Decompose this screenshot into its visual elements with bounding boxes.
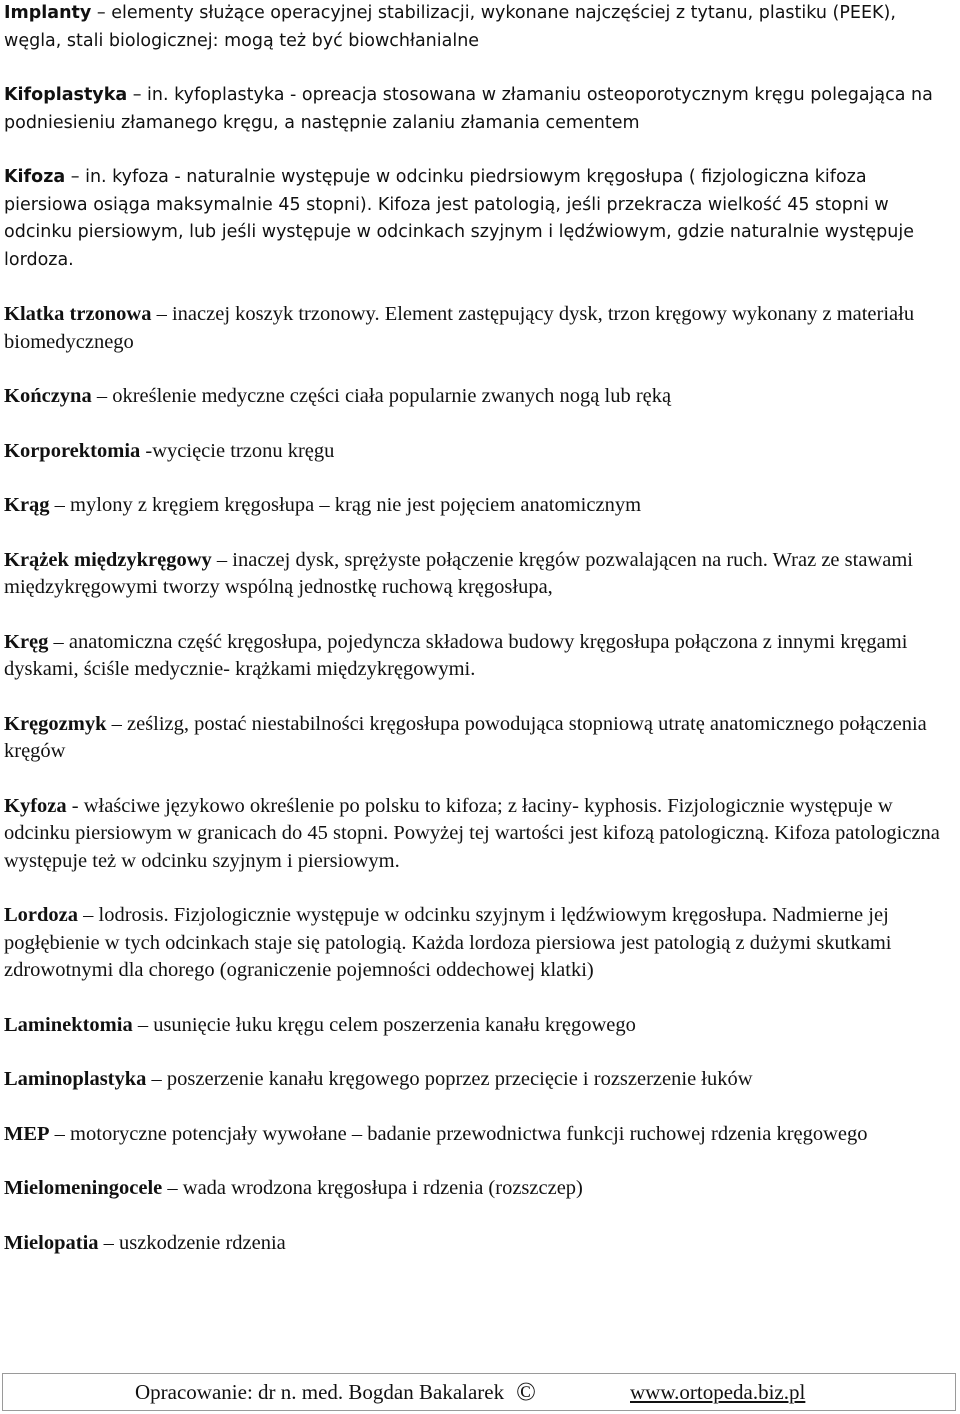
glossary-entry: [4, 629, 954, 684]
glossary-term: Kifoza: [4, 167, 66, 187]
glossary-entry: [4, 547, 954, 602]
glossary-definition: – wada wrodzona kręgosłupa i rdzenia (rozszczep): [162, 1177, 583, 1199]
glossary-definition: – mylony z kręgiem kręgosłupa – krąg nie jest pojęciem anatomicznym: [49, 494, 642, 516]
glossary-entry: [4, 1175, 954, 1203]
glossary-entry: [4, 0, 954, 55]
glossary-term: Korporektomia: [4, 439, 141, 462]
glossary-term: Kręg: [4, 630, 49, 653]
glossary-term: Krąg: [4, 494, 50, 516]
glossary-entry: [4, 82, 954, 137]
glossary-entry: [4, 902, 954, 985]
glossary-entry: [4, 301, 954, 356]
glossary-entry: [4, 711, 954, 766]
glossary-definition: – ześlizg, postać niestabilności kręgosłupa powodująca stopniową utratę anatomicznego połączenia kręgów: [4, 712, 927, 762]
copyright-symbol: ©: [516, 1377, 536, 1406]
glossary-definition: – in. kyfoza - naturalnie występuje w odcinku piedrsiowym kręgosłupa ( fizjologiczna kifoza piersiowa osiąga maksymalnie 45 stopni). Kifoza jest patologią, jeśli przekracza wielkość 45 stopni w odcinku piersiowym, lub jeśli występuje w odcinkach szyjnym i lędźwiowym, gdzie naturalnie występuje lordoza.: [4, 167, 914, 270]
glossary-term: Kończyna: [4, 385, 92, 407]
glossary-definition: – usunięcie łuku kręgu celem poszerzenia kanału kręgowego: [132, 1013, 636, 1036]
glossary-term: Laminektomia: [4, 1013, 133, 1036]
glossary-term: Lordoza: [4, 904, 79, 926]
glossary-definition: – inaczej koszyk trzonowy. Element zastępujący dysk, trzon kręgowy wykonany z materiału biomedycznego: [4, 303, 915, 353]
glossary-term: Kifoplastyka: [4, 85, 128, 105]
glossary-definition: – anatomiczna część kręgosłupa, pojedyncza składowa budowy kręgosłupa połączona z innymi kręgami dyskami, ściśle medycznie- krążkami międzykręgowymi.: [4, 630, 908, 680]
glossary-term: MEP: [4, 1122, 50, 1145]
glossary-term: Klatka trzonowa: [4, 303, 152, 325]
glossary-term: Implanty: [4, 3, 92, 23]
glossary-entry: [4, 383, 954, 411]
glossary-definition: - właściwe językowo określenie po polsku to kifoza; z łaciny- kyphosis. Fizjologicznie występuje w odcinku piersiowym w granicach do 45 stopni. Powyżej tej wartości jest kifozą patologiczną. Kifoza patologiczna występuje też w odcinku szyjnym i piersiowym.: [4, 794, 940, 872]
glossary-term: Kręgozmyk: [4, 712, 107, 735]
glossary-entry: [4, 164, 954, 274]
glossary-definition: – uszkodzenie rdzenia: [98, 1231, 286, 1254]
glossary-definition: – motoryczne potencjały wywołane – badanie przewodnictwa funkcji ruchowej rdzenia kręgowego: [49, 1122, 868, 1145]
glossary-definition: – in. kyfoplastyka - opreacja stosowana w złamaniu osteoporotycznym kręgu polegająca na podniesieniu złamanego kręgu, a następnie zalaniu złamania cementem: [4, 85, 933, 133]
glossary: [4, 0, 954, 1284]
glossary-term: Mielopatia: [4, 1231, 99, 1254]
glossary-definition: – poszerzenie kanału kręgowego poprzez przecięcie i rozszerzenie łuków: [146, 1068, 753, 1090]
page-footer: [2, 1373, 956, 1411]
author-credit: Opracowanie: dr n. med. Bogdan Bakalarek: [135, 1380, 505, 1404]
glossary-entry: [4, 1066, 954, 1094]
glossary-term: Krążek międzykręgowy: [4, 548, 212, 571]
glossary-entry: [4, 438, 954, 466]
glossary-definition: – lodrosis. Fizjologicznie występuje w odcinku szyjnym i lędźwiowym kręgosłupa. Nadmierne jej pogłębienie w tych odcinkach staje się patologią. Każda lordoza piersiowa jest patologią z dużymi skutkami zdrowotnymi dla chorego (ograniczenie pojemności oddechowej klatki): [4, 904, 892, 981]
glossary-term: Kyfoza: [4, 794, 67, 817]
glossary-entry: [4, 1121, 954, 1149]
glossary-entry: [4, 1230, 954, 1258]
glossary-term: Laminoplastyka: [4, 1068, 147, 1090]
glossary-definition: – inaczej dysk, sprężyste połączenie kręgów pozwalającen na ruch. Wraz ze stawami międzykręgowymi tworzy wspólną jednostkę ruchową kręgosłupa,: [4, 548, 913, 598]
glossary-definition: – elementy służące operacyjnej stabilizacji, wykonane najczęściej z tytanu, plastiku (PEEK), węgla, stali biologicznej: mogą też być biowchłanialne: [4, 3, 896, 51]
website-link[interactable]: www.ortopeda.biz.pl: [630, 1380, 806, 1404]
glossary-entry: [4, 793, 954, 876]
glossary-definition: -wycięcie trzonu kręgu: [140, 439, 335, 462]
glossary-entry: [4, 492, 954, 520]
glossary-term: Mielomeningocele: [4, 1177, 163, 1199]
footer-credit: [135, 1374, 536, 1410]
glossary-definition: – określenie medyczne części ciała popularnie zwanych nogą lub ręką: [91, 385, 672, 407]
glossary-entry: [4, 1012, 954, 1040]
